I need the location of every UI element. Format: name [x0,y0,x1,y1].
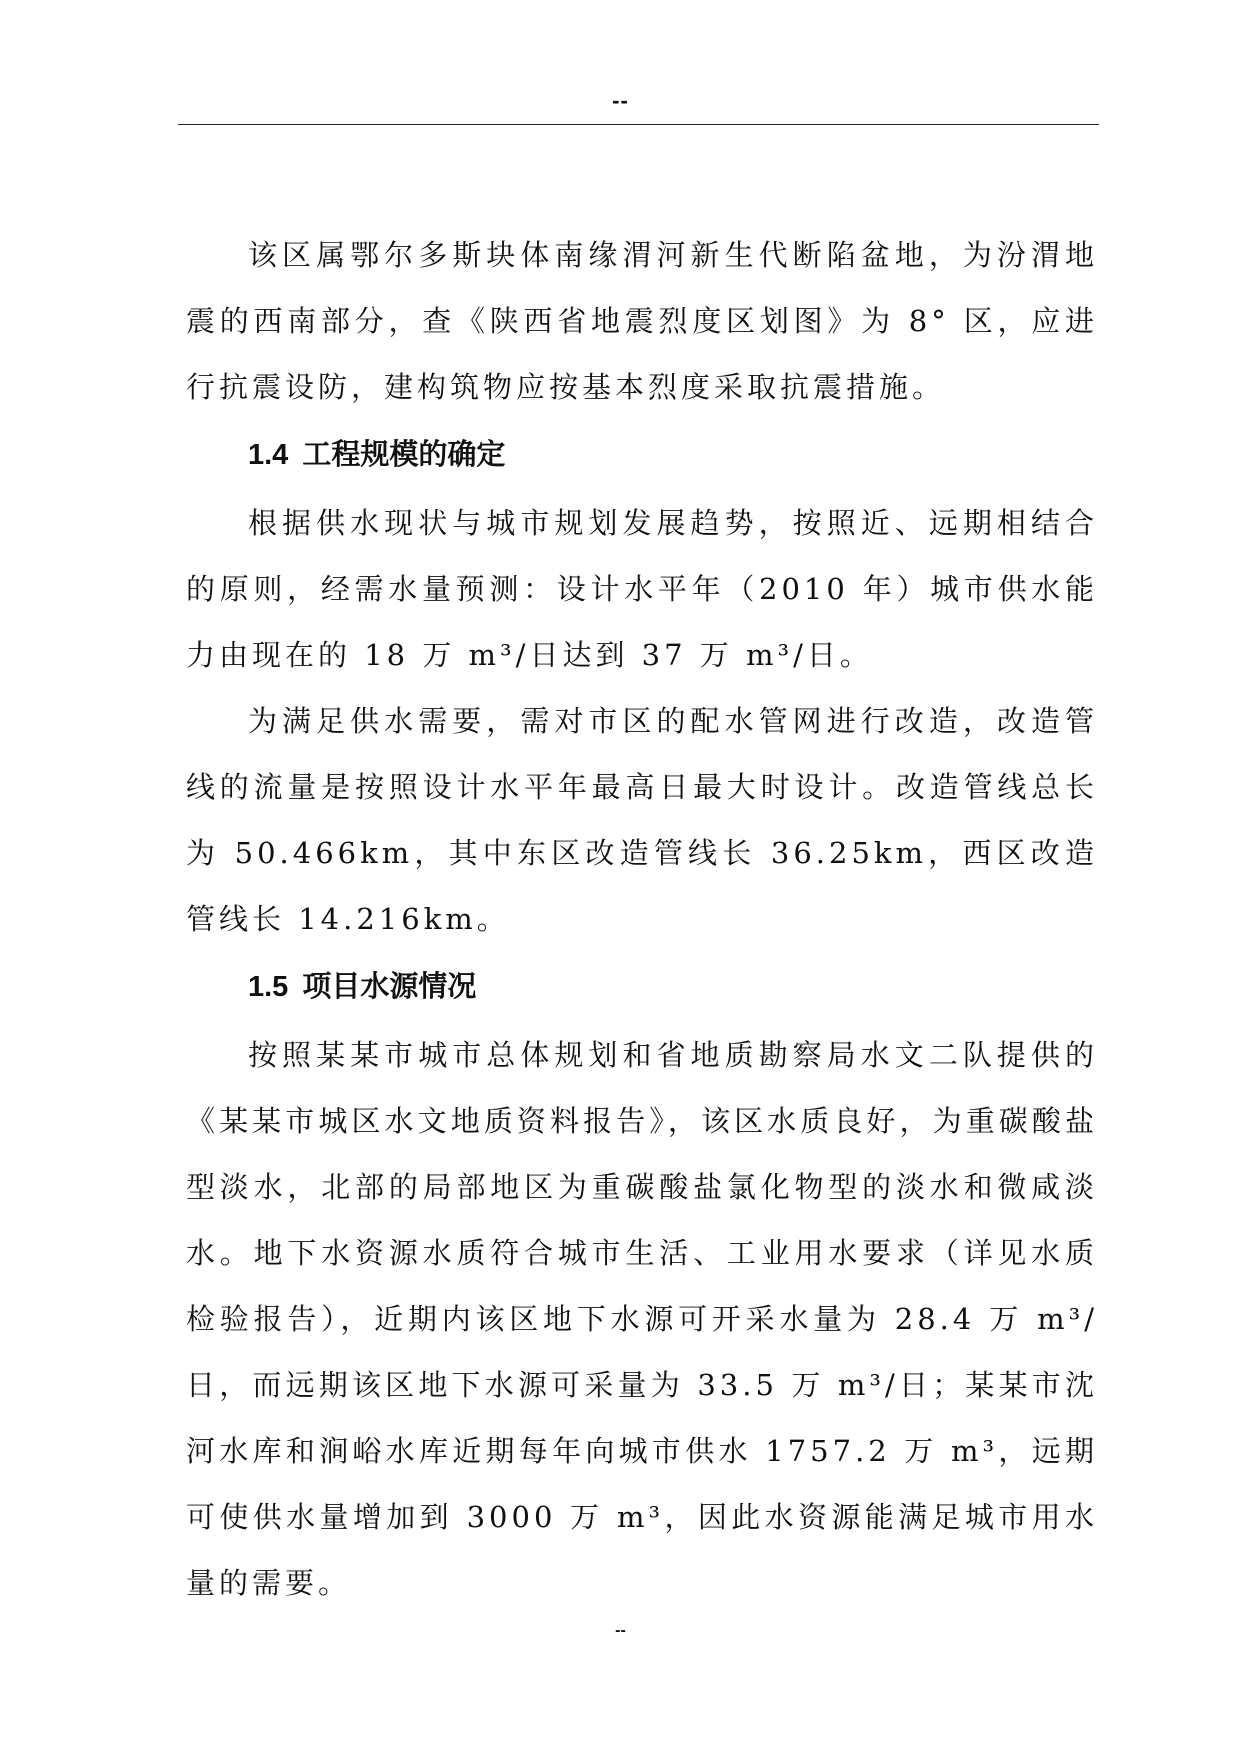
paragraph-water-source: 按照某某市城市总体规划和省地质勘察局水文二队提供的《某某市城区水文地质资料报告》，该区水质良好，为重碳酸盐型淡水，北部的局部地区为重碳酸盐氯化物型的淡水和微咸淡水。地下水资源水质符合城市生活、工业用水要求（详见水质检验报告），近期内该区地下水源可开采水量为 28.4 万 m³/日，而远期该区地下水源可采量为 33.5 万 m³/日；某某市沈河水库和涧峪水库近期每年向城市供水 1757.2 万 m³，远期可使供水量增加到 3000 万 m³，因此水资源能满足城市用水量的需要。 [186,1038,1098,1600]
section-number: 1.4 [248,439,289,471]
paragraph-capacity: 根据供水现状与城市规划发展趋势，按照近、远期相结合的原则，经需水量预测：设计水平年（2010 年）城市供水能力由现在的 18 万 m³/日达到 37 万 m³/日。 [186,506,1098,672]
document-body [186,222,1098,1616]
page-footer-mark: -- [615,1622,626,1639]
section-heading-1-5 [186,952,1098,1022]
header-divider [178,124,1099,125]
section-title: 项目水源情况 [302,971,477,1003]
section-heading-1-4 [186,420,1098,490]
section-number: 1.5 [248,971,289,1003]
section-title: 工程规模的确定 [302,439,506,471]
paragraph-pipeline: 为满足供水需要，需对市区的配水管网进行改造，改造管线的流量是按照设计水平年最高日最大时设计。改造管线总长为 50.466km，其中东区改造管线长 36.25km，西区改造管线长 14.216km。 [186,704,1098,936]
page-header-mark: -- [612,88,629,113]
paragraph-seismic: 该区属鄂尔多斯块体南缘渭河新生代断陷盆地，为汾渭地震的西南部分，查《陕西省地震烈度区划图》为 8° 区，应进行抗震设防，建构筑物应按基本烈度采取抗震措施。 [186,238,1098,404]
